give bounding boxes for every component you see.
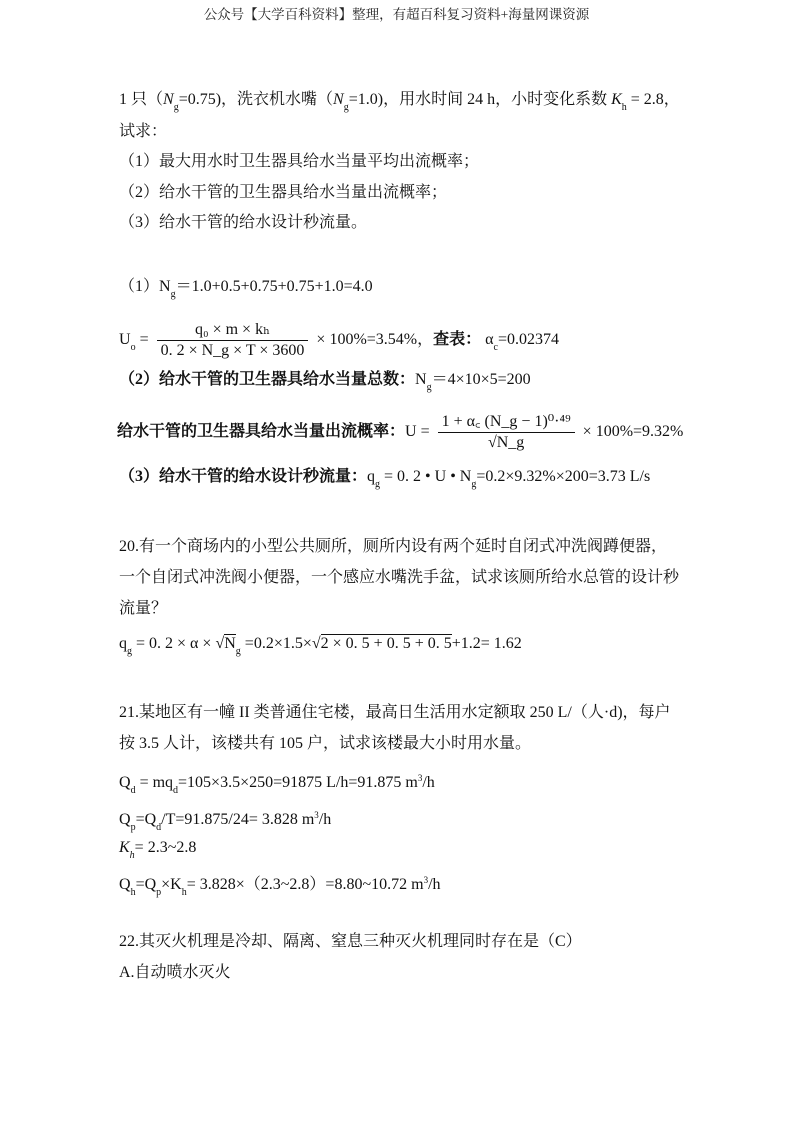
text-segment: ＝1.0+0.5+0.75+0.75+1.0=4.0 [175, 278, 373, 295]
text-segment: （2）给水干管的卫生器具给水当量出流概率； [119, 184, 448, 201]
text-segment: N [415, 371, 427, 388]
text-segment: q [367, 468, 376, 485]
fraction-numerator: 1 + α꜀ (N_g − 1)⁰·⁴⁹ [438, 412, 575, 433]
text-segment: 1 只（ [119, 91, 164, 108]
text-segment: A.自动喷水灭火 [119, 964, 231, 981]
text-line [119, 152, 479, 172]
fraction [157, 320, 309, 361]
text-line [119, 90, 680, 118]
text-segment: 试求： [119, 123, 168, 140]
subscript: g [471, 479, 477, 490]
text-segment: =1.0)，用水时间 24 h，小时变化系数 [348, 91, 612, 108]
text-line [119, 805, 331, 838]
subscript: g [127, 646, 132, 657]
text-line [119, 370, 531, 398]
text-segment: =Q [135, 876, 157, 893]
text-segment: ×K [161, 876, 182, 893]
subscript: o [130, 342, 136, 354]
text-line [119, 183, 447, 203]
text-segment: = 0. 2 • U • N [380, 468, 472, 485]
text-line [119, 320, 559, 361]
subscript: h [181, 887, 187, 898]
text-segment: 2 × 0. 5 + 0. 5 + 0. 5 [320, 635, 452, 652]
text-segment: 一个自闭式冲洗阀小便器，一个感应水嘴洗手盆，试求该厕所给水总管的设计秒 [119, 569, 680, 586]
text-segment: Q [119, 876, 131, 893]
text-segment: = 2.8， [626, 91, 680, 108]
subscript: d [173, 785, 179, 796]
text-segment: （1）最大用水时卫生器具给水当量平均出流概率； [119, 153, 480, 170]
text-segment: =0.75)，洗衣机水嘴（ [178, 91, 334, 108]
text-segment: N [224, 635, 236, 652]
superscript: 3 [423, 875, 429, 885]
subscript: g [170, 289, 176, 300]
text-line [119, 599, 167, 619]
text-segment: +1.2= 1.62 [451, 635, 522, 652]
text-segment: =105×3.5×250=91875 L/h=91.875 m [178, 774, 418, 791]
fraction [438, 412, 575, 453]
text-segment: （3）给水干管的给水设计秒流量。 [119, 214, 368, 231]
subscript: h [129, 850, 135, 861]
text-segment: α [481, 331, 494, 349]
subscript: g [235, 646, 241, 657]
text-line [119, 122, 167, 142]
text-line [119, 838, 196, 866]
text-segment: = [135, 331, 153, 349]
text-line [119, 932, 582, 952]
subscript: c [493, 342, 498, 354]
text-segment: /h [428, 876, 441, 893]
text-segment: q [119, 635, 127, 652]
text-line [119, 963, 231, 983]
text-line [119, 870, 441, 903]
fraction-denominator: √N_g [487, 434, 525, 451]
superscript: 3 [417, 773, 423, 783]
subscript: g [375, 479, 381, 490]
text-line [119, 467, 650, 495]
text-segment: /T=91.875/24= 3.828 m [161, 811, 315, 828]
text-segment: Q [119, 811, 131, 828]
text-segment: 查表： [433, 331, 482, 349]
subscript: p [156, 887, 162, 898]
subscript: h [130, 887, 136, 898]
text-line [119, 768, 435, 801]
superscript: 3 [314, 810, 319, 820]
text-line [117, 412, 683, 453]
text-segment: （2）给水干管的卫生器具给水当量总数： [119, 371, 416, 388]
text-segment: N [163, 91, 174, 108]
text-segment: 按 3.5 人计，该楼共有 105 户，试求该楼最大小时用水量。 [119, 735, 532, 752]
text-line [119, 537, 667, 557]
text-segment: = 3.828×（2.3~2.8）=8.80~10.72 m [186, 876, 424, 893]
text-segment: /h [422, 774, 435, 791]
subscript: h [621, 102, 627, 113]
text-line [119, 213, 367, 233]
text-segment: N [333, 91, 344, 108]
text-segment: Q [119, 774, 131, 791]
text-segment: =Q [135, 811, 157, 828]
text-segment: 21.某地区有一幢 II 类普通住宅楼，最高日生活用水定额取 250 L/（人·d)，每户 [119, 704, 671, 721]
text-segment: = mq [135, 774, 174, 791]
text-segment: ＝4×10×5=200 [431, 371, 531, 388]
text-segment: =0.2×1.5×√ [240, 635, 321, 652]
text-line [119, 703, 671, 723]
text-segment: 22.其灭火机理是冷却、隔离、窒息三种灭火机理同时存在是（C） [119, 933, 582, 950]
text-segment: =0.2×9.32%×200=3.73 L/s [476, 468, 651, 485]
text-segment: K [611, 91, 622, 108]
text-segment: = 2.3~2.8 [134, 839, 197, 856]
text-segment: 20.有一个商场内的小型公共厕所，厕所内设有两个延时自闭式冲洗阀蹲便器， [119, 538, 668, 555]
fraction-numerator: q₀ × m × kₕ [157, 320, 309, 341]
text-segment: =0.02374 [498, 331, 560, 349]
subscript: d [130, 785, 136, 796]
text-segment: U = [405, 423, 434, 441]
text-segment: /h [318, 811, 332, 828]
text-segment: K [119, 839, 130, 856]
subscript: g [426, 382, 432, 393]
fraction-denominator: 0. 2 × N_g × T × 3600 [160, 342, 305, 359]
subscript: d [156, 822, 162, 833]
text-segment: × 100%=9.32% [578, 423, 684, 441]
text-line [119, 634, 522, 662]
page-header: 公众号【大学百科资料】整理，有超百科复习资料+海量网课资源 [203, 7, 590, 22]
subscript: p [130, 822, 136, 833]
text-segment: 给水干管的卫生器具给水当量出流概率： [117, 423, 406, 441]
subscript: g [343, 102, 349, 113]
text-segment: （3）给水干管的给水设计秒流量： [119, 468, 368, 485]
text-segment: U [119, 331, 131, 349]
text-segment: （1）N [119, 278, 171, 295]
text-line [119, 568, 679, 588]
text-segment: = 0. 2 × α × √ [132, 635, 225, 652]
text-segment: × 100%=3.54%， [312, 331, 434, 349]
text-line [119, 277, 373, 305]
subscript: g [173, 102, 179, 113]
text-line [119, 734, 531, 754]
text-segment: 流量？ [119, 600, 168, 617]
